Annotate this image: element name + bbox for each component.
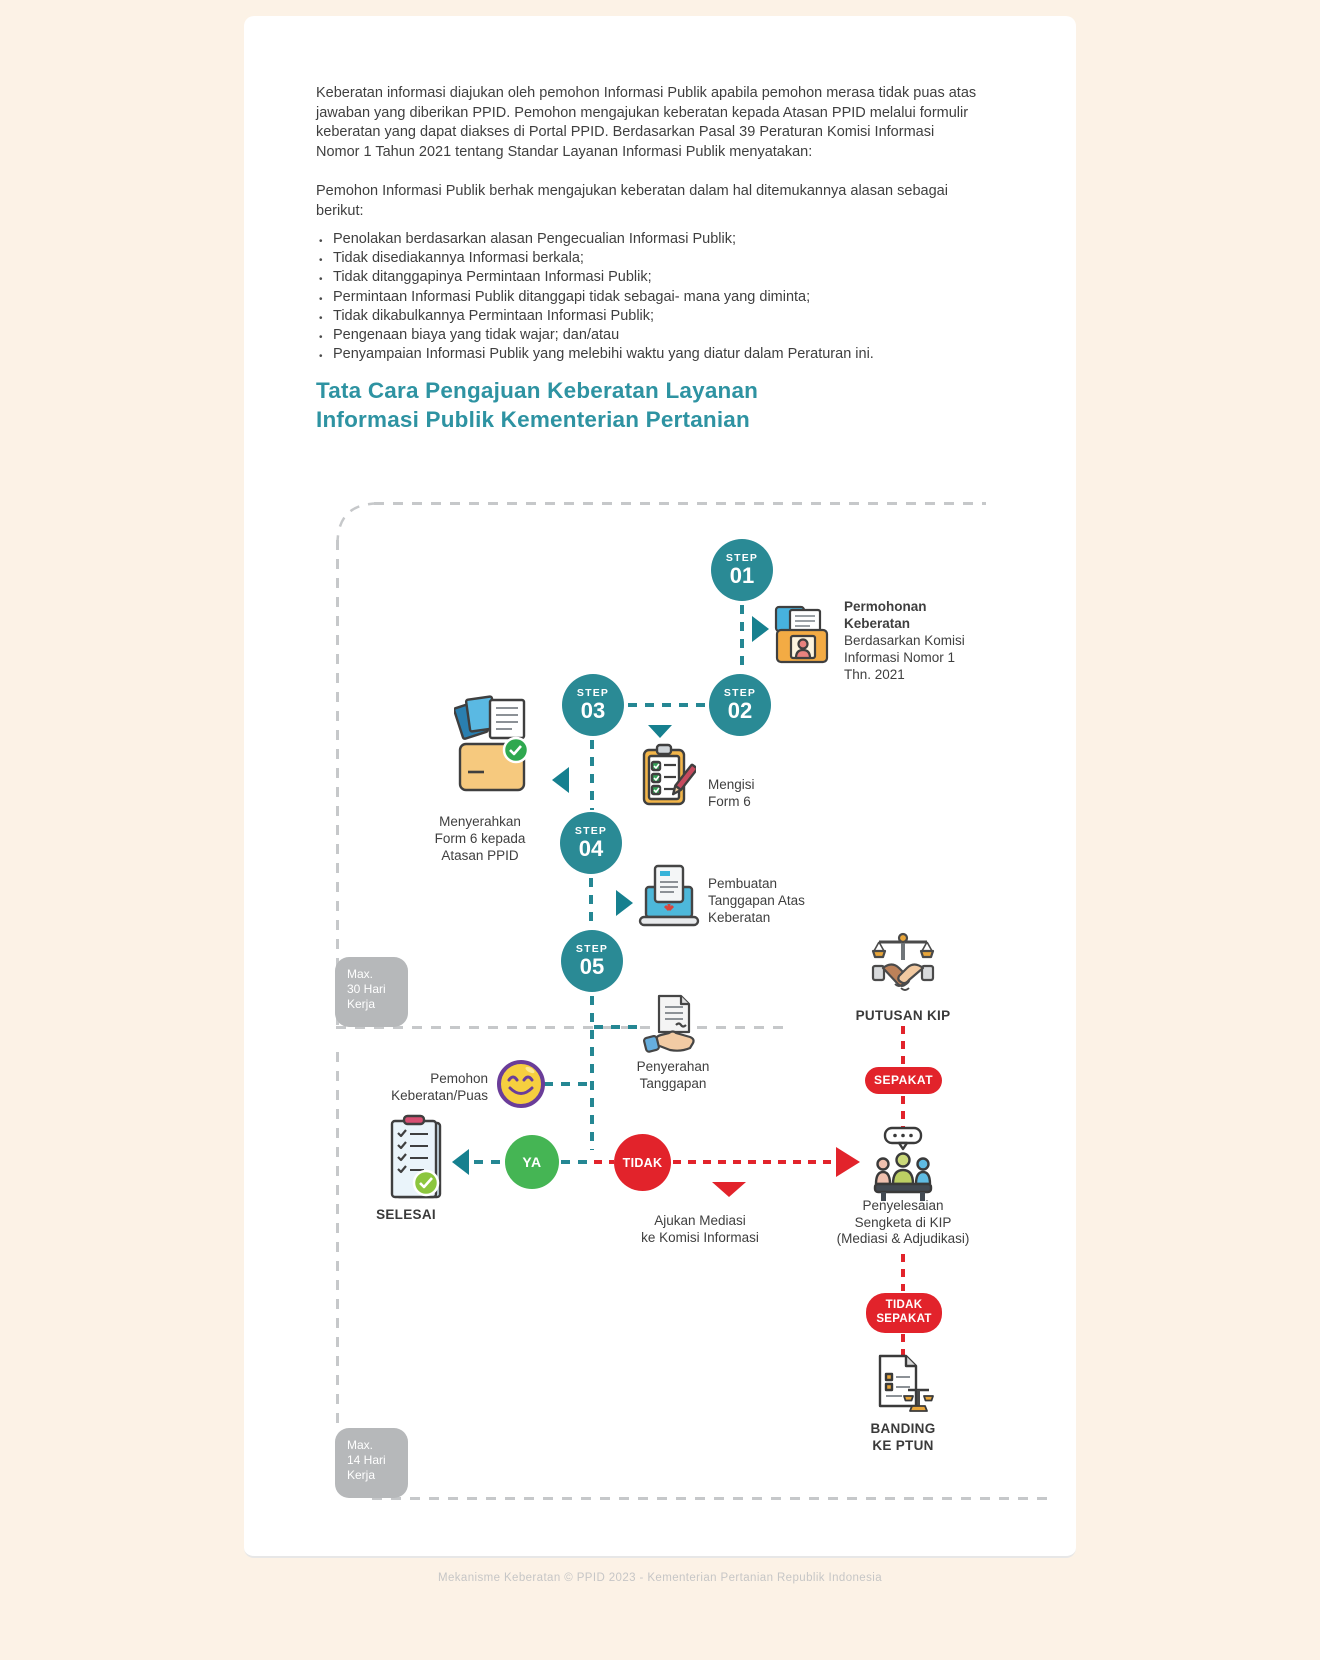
arrow-left-icon (452, 1149, 469, 1175)
page-title (316, 376, 758, 434)
pembuatan-tanggapan-label (708, 875, 838, 926)
folder-user-icon (772, 604, 834, 666)
ajukan-mediasi-label (616, 1212, 784, 1246)
decision-no-node: TIDAK (614, 1134, 671, 1191)
permohonan-keberatan-label (844, 598, 1024, 683)
connector-putusan-sepakat (901, 1026, 905, 1065)
content-card (244, 16, 1076, 1558)
folder-check-icon (454, 688, 534, 808)
label-line: KE PTUN (872, 1438, 934, 1453)
label-line: Tanggapan (639, 1076, 707, 1091)
label-line: Sengketa di KIP (854, 1214, 952, 1230)
badge-line: Max. (347, 1438, 374, 1452)
step-02-node (709, 674, 771, 736)
container-bottom-border (372, 1497, 1056, 1500)
label-line: (Mediasi & Adjudikasi) (836, 1231, 970, 1246)
label-line: Thn. 2021 (844, 667, 905, 682)
arrow-down-icon (648, 725, 672, 738)
label-line: Keberatan (708, 910, 771, 925)
list-item: • Permintaan Informasi Publik ditanggapi tidak sebagai- mana yang diminta; (318, 288, 986, 307)
reason-list (318, 230, 986, 364)
connector-to-pemohon (544, 1082, 588, 1086)
label-line: Penyelesaian (862, 1198, 944, 1213)
max-14-days-badge (335, 1428, 408, 1498)
putusan-kip-label: PUTUSAN KIP (855, 1008, 951, 1023)
label-line: Berdasarkan Komisi (844, 633, 965, 648)
label-line: Keberatan/Puas (391, 1088, 488, 1103)
step-number: 03 (580, 698, 606, 723)
connector-step3-step4 (590, 740, 594, 810)
connector-step4-step5 (589, 878, 593, 928)
label-line: Ajukan Mediasi (654, 1213, 746, 1228)
arrow-right-icon (752, 616, 769, 642)
step-01-node (711, 539, 773, 601)
page-title-line2: Informasi Publik Kementerian Pertanian (316, 407, 750, 432)
document-scales-icon (872, 1352, 934, 1416)
arrow-down-red-icon (712, 1182, 746, 1197)
scales-handshake-icon (871, 932, 935, 1002)
label-line: Pembuatan (708, 876, 778, 891)
connector-penyelesaian-tidaksepakat (901, 1254, 905, 1291)
menyerahkan-form6-label (400, 813, 560, 864)
mengisi-form6-label (708, 776, 798, 810)
list-item: • Tidak ditanggapinya Permintaan Informasi Publik; (318, 268, 986, 287)
label-line: Pemohon (430, 1071, 488, 1086)
banding-ptun-label (833, 1420, 973, 1454)
label-line: Menyerahkan (439, 814, 521, 829)
laptop-document-icon (638, 863, 700, 931)
step-number: 02 (727, 698, 753, 723)
arrow-right-icon (616, 890, 633, 916)
decision-yes-node: YA (505, 1135, 559, 1189)
step-number: 04 (578, 836, 604, 861)
label-line: Form 6 kepada (434, 831, 526, 846)
container-left-border-lower (336, 1052, 339, 1428)
connector-step5-decision (590, 996, 594, 1150)
connector-tidak-mediasi (673, 1160, 835, 1164)
badge-line: Kerja (347, 1468, 376, 1482)
clipboard-checklist-icon (638, 742, 696, 810)
page-title-line1: Tata Cara Pengajuan Keberatan Layanan (316, 378, 759, 403)
dashed-corner (336, 502, 378, 544)
step-03-node (562, 674, 624, 736)
intro-paragraph-1: Keberatan informasi diajukan oleh pemohon Informasi Publik apabila pemohon merasa tidak puas atas jawaban yang diberikan PPID. Pemohon mengajukan keberatan kepada Atasan PPID melalui formulir keberatan yang dapat diakses di Portal PPID. Berdasarkan Pasal 39 Peraturan Komisi Informasi Nomor 1 Tahun 2021 tentang Standar Layanan Informasi Publik menyatakan: (316, 85, 977, 160)
badge-line: SEPAKAT (876, 1312, 932, 1325)
pemohon-puas-label (360, 1070, 488, 1104)
connector-to-penyerahan (594, 1025, 640, 1029)
step-word: STEP (725, 552, 759, 564)
arrow-right-red-icon (836, 1147, 860, 1177)
container-left-border-upper (336, 540, 339, 1026)
connector-step2-step3 (628, 703, 706, 707)
badge-line: TIDAK (885, 1299, 923, 1311)
step-number: 01 (729, 563, 755, 588)
step-word: STEP (723, 687, 757, 699)
step-word: STEP (575, 943, 609, 955)
connector-junction-tidak (594, 1160, 614, 1164)
max-30-days-badge (335, 957, 408, 1027)
label-line: Keberatan (844, 616, 911, 631)
penyelesaian-sengketa-label (816, 1198, 990, 1248)
label-line: Informasi Nomor 1 (844, 650, 956, 665)
label-line: Mengisi (708, 777, 755, 792)
step-04-node (560, 812, 622, 874)
step-word: STEP (574, 825, 608, 837)
list-item: • Penyampaian Informasi Publik yang melebihi waktu yang diatur dalam Peraturan ini. (318, 345, 986, 364)
label-line: Form 6 (708, 794, 751, 809)
connector-step1-step2 (740, 605, 744, 671)
arrow-left-icon (552, 767, 569, 793)
badge-line: 30 Hari (347, 982, 386, 996)
intro-paragraph-2: Pemohon Informasi Publik berhak mengajukan keberatan dalam hal ditemukannya alasan sebagai berikut: (316, 183, 948, 219)
step-number: 05 (579, 954, 605, 979)
connector-junction-ya (561, 1160, 592, 1164)
tidak-sepakat-badge (866, 1293, 942, 1333)
label-line: ke Komisi Informasi (641, 1230, 759, 1245)
smiley-face-icon (495, 1058, 547, 1110)
list-item: • Penolakan berdasarkan alasan Pengecualian Informasi Publik; (318, 230, 986, 249)
label-line: Atasan PPID (441, 848, 519, 863)
hand-document-icon (643, 993, 701, 1059)
selesai-label: SELESAI (376, 1207, 436, 1222)
penyerahan-tanggapan-label (618, 1058, 728, 1092)
list-item: • Tidak disediakannya Informasi berkala; (318, 249, 986, 268)
badge-line: Max. (347, 967, 374, 981)
checklist-done-icon (386, 1113, 446, 1205)
step-05-node (561, 930, 623, 992)
phase-divider (336, 1026, 786, 1029)
list-item: • Pengenaan biaya yang tidak wajar; dan/atau (318, 326, 986, 345)
badge-line: Kerja (347, 997, 376, 1011)
step-word: STEP (576, 687, 610, 699)
list-item: • Tidak dikabulkannya Permintaan Informasi Publik; (318, 307, 986, 326)
mediation-meeting-icon (871, 1126, 935, 1204)
connector-sepakat-penyelesaian (901, 1096, 905, 1130)
footer-credit: Mekanisme Keberatan © PPID 2023 - Kementerian Pertanian Republik Indonesia (437, 1572, 882, 1584)
label-line: Penyerahan (636, 1059, 710, 1074)
container-top-border (374, 502, 986, 505)
label-line: BANDING (870, 1421, 936, 1436)
label-line: Tanggapan Atas (708, 893, 805, 908)
badge-line: 14 Hari (347, 1453, 386, 1467)
label-line: Permohonan (844, 599, 927, 614)
sepakat-badge: SEPAKAT (865, 1067, 942, 1094)
connector-ya-selesai (474, 1160, 504, 1164)
